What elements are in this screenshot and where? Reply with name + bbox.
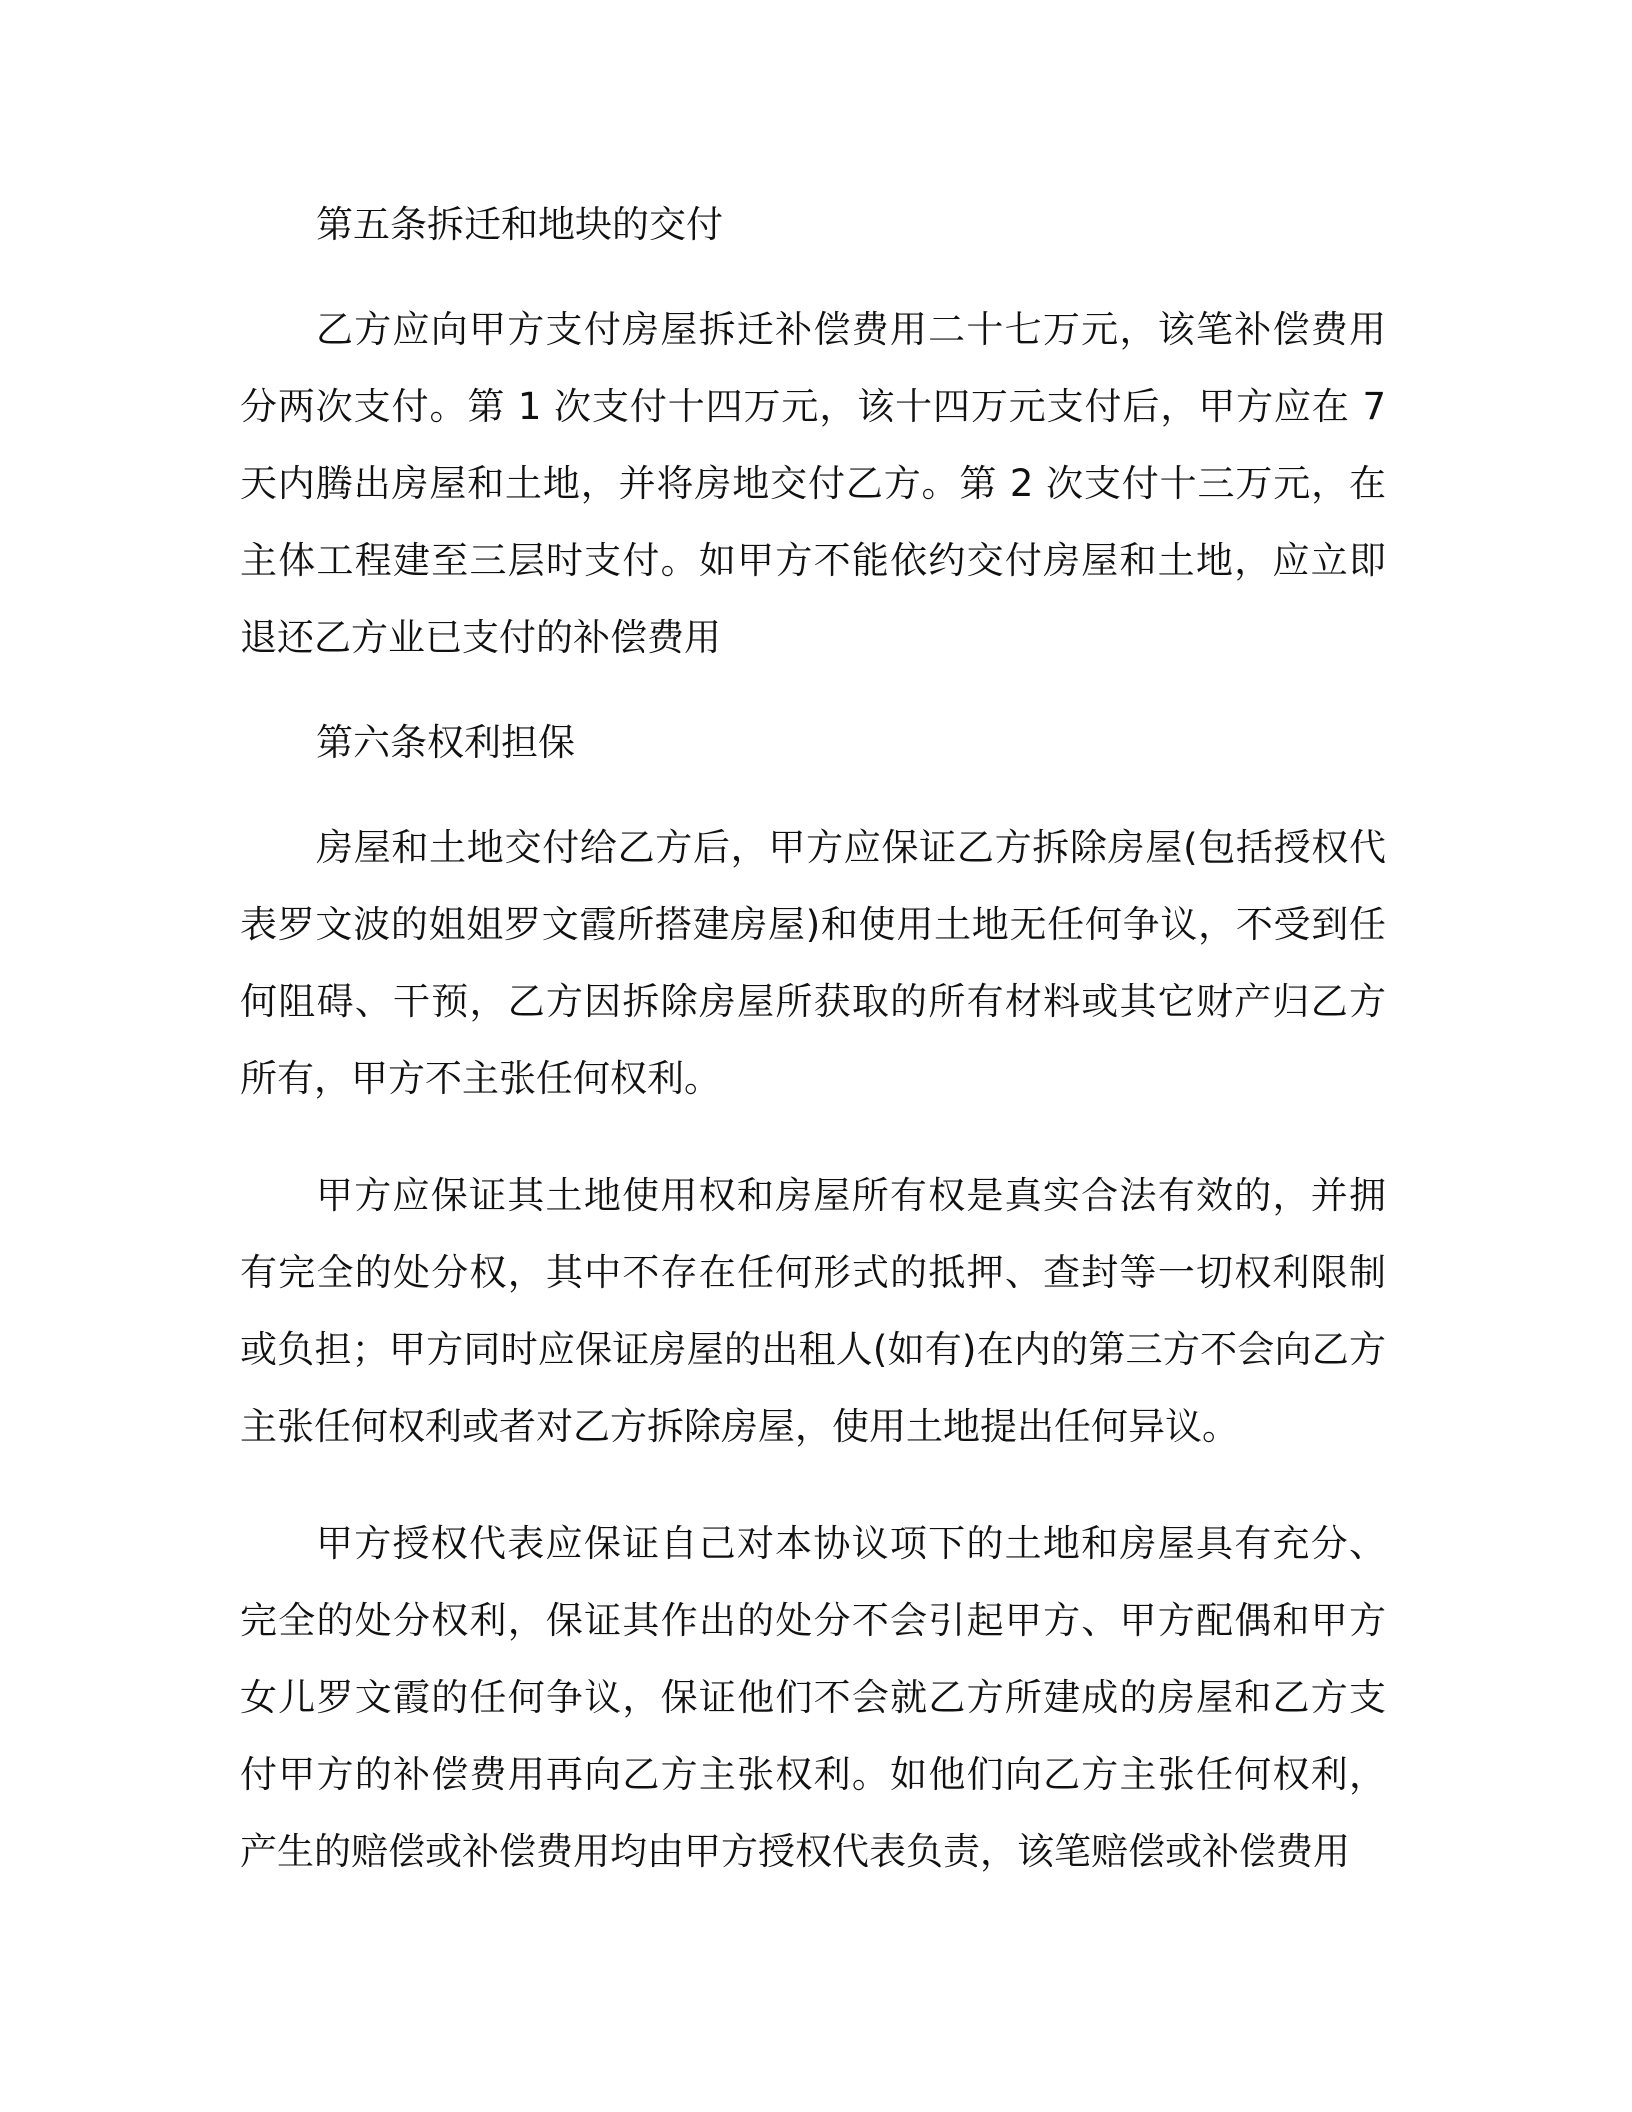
section-5-paragraph: 乙方应向甲方支付房屋拆迁补偿费用二十七万元，该笔补偿费用分两次支付。第 1 次支付十四万元，该十四万元支付后，甲方应在 7 天内腾出房屋和土地，并将房地交付乙方。第 2 次支付十三万元，在主体工程建至三层时支付。如甲方不能依约交付房屋和土地，应立即退还乙方业已支付的补偿费用	[240, 308, 1386, 659]
document-body	[240, 186, 1386, 1890]
section-6-paragraph-2: 甲方应保证其土地使用权和房屋所有权是真实合法有效的，并拥有完全的处分权，其中不存在任何形式的抵押、查封等一切权利限制或负担；甲方同时应保证房屋的出租人(如有)在内的第三方不会向乙方主张任何权利或者对乙方拆除房屋，使用土地提出任何异议。	[240, 1174, 1386, 1448]
section-6-paragraph-1: 房屋和土地交付给乙方后，甲方应保证乙方拆除房屋(包括授权代表罗文波的姐姐罗文霞所搭建房屋)和使用土地无任何争议，不受到任何阻碍、干预，乙方因拆除房屋所获取的所有材料或其它财产归乙方所有，甲方不主张任何权利。	[240, 826, 1386, 1100]
section-5-title: 第五条拆迁和地块的交付	[316, 203, 723, 246]
section-6-title: 第六条权利担保	[316, 721, 575, 764]
section-6-paragraph-3: 甲方授权代表应保证自己对本协议项下的土地和房屋具有充分、完全的处分权利，保证其作出的处分不会引起甲方、甲方配偶和甲方女儿罗文霞的任何争议，保证他们不会就乙方所建成的房屋和乙方支付甲方的补偿费用再向乙方主张权利。如他们向乙方主张任何权利，产生的赔偿或补偿费用均由甲方授权代表负责，该笔赔偿或补偿费用	[240, 1522, 1386, 1873]
